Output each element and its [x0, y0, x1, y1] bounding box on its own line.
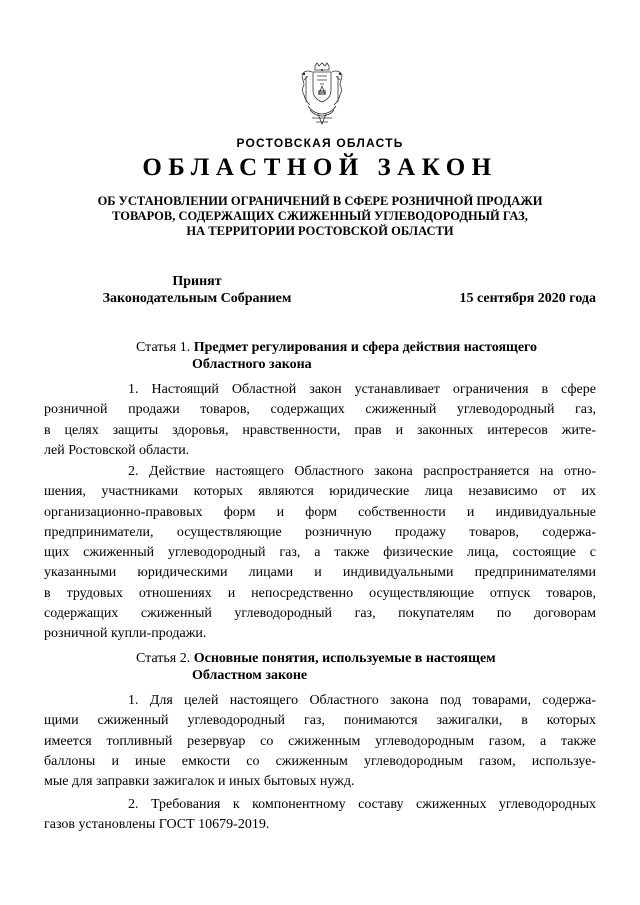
- law-subtitle: [60, 194, 580, 239]
- article-label: Статья 2.: [136, 651, 191, 666]
- paragraph-line: 2. Действие настоящего Областного закона распространяется на отно-: [128, 464, 596, 479]
- article-label: Статья 1.: [136, 340, 191, 355]
- subtitle-line: ТОВАРОВ, СОДЕРЖАЩИХ СЖИЖЕННЫЙ УГЛЕВОДОРОДНЫЙ ГАЗ,: [112, 209, 528, 223]
- region-name: РОСТОВСКАЯ ОБЛАСТЬ: [236, 136, 404, 150]
- adopted-line: Принят: [172, 274, 222, 289]
- paragraph-line: газов установлены ГОСТ 10679-2019.: [44, 817, 270, 833]
- coat-of-arms-icon: [298, 62, 346, 128]
- subtitle-line: НА ТЕРРИТОРИИ РОСТОВСКОЙ ОБЛАСТИ: [186, 224, 454, 238]
- article-title-continued: Областного закона: [192, 357, 312, 372]
- paragraph-line: предприниматели, осуществляющие розничную продажу товаров, содержа-: [44, 524, 596, 540]
- article-heading: [136, 650, 596, 684]
- paragraph-line: содержащих сжиженный углеводородный газ, покупателям по договорам: [44, 606, 596, 622]
- article-heading: [136, 339, 596, 373]
- paragraph: [44, 380, 596, 461]
- paragraph-line: в целях защиты здоровья, нравственности, прав и законных интересов жите-: [44, 422, 596, 438]
- paragraph-line: в трудовых отношениях и непосредственно осуществляющие отпуск товаров,: [44, 585, 596, 601]
- paragraph-line: 1. Настоящий Областной закон устанавливает ограничения в сфере: [128, 382, 596, 397]
- paragraph: [44, 795, 596, 836]
- paragraph-line: розничной купли-продажи.: [44, 626, 207, 642]
- law-title: ОБЛАСТНОЙ ЗАКОН: [142, 154, 498, 181]
- paragraph-line: мые для заправки зажигалок и иных бытовых нужд.: [44, 774, 355, 790]
- paragraph-line: лей Ростовской области.: [44, 442, 190, 458]
- article-title: Предмет регулирования и сфера действия настоящего: [193, 340, 538, 355]
- adopted-date: 15 сентября 2020 года: [459, 291, 596, 306]
- paragraph-line: щими сжиженный углеводородный газ, понимаются зажигалки, в которых: [44, 713, 596, 729]
- paragraph-line: организационно-правовых форм и форм собственности и индивидуальные: [44, 504, 596, 520]
- adopted-label: [92, 273, 302, 307]
- paragraph-line: шения, участниками которых являются юридические лица независимо от их: [44, 484, 596, 500]
- paragraph: [44, 462, 596, 645]
- paragraph-line: щих сжиженный углеводородный газ, а также физические лица, состоящие с: [44, 545, 596, 561]
- adopted-line: Законодательным Собранием: [102, 291, 292, 306]
- paragraph-line: имеется топливный резервуар со сжиженным углеводородным газом, а также: [44, 733, 596, 749]
- subtitle-line: ОБ УСТАНОВЛЕНИИ ОГРАНИЧЕНИЙ В СФЕРЕ РОЗНИЧНОЙ ПРОДАЖИ: [97, 194, 543, 208]
- paragraph-line: 1. Для целей настоящего Областного закона под товарами, содержа-: [128, 693, 596, 708]
- article-title-continued: Областном законе: [192, 668, 308, 683]
- paragraph-line: розничной продажи товаров, содержащих сжиженный углеводородный газ,: [44, 402, 596, 418]
- paragraph-line: баллоны и иные емкости со сжиженным углеводородным газом, используе-: [44, 753, 596, 769]
- paragraph: [44, 691, 596, 792]
- paragraph-line: 2. Требования к компонентному составу сжиженных углеводородных: [128, 797, 596, 812]
- article-title: Основные понятия, используемые в настоящем: [193, 651, 496, 666]
- paragraph-line: указанными юридическими лицами и индивидуальными предпринимателями: [44, 565, 596, 581]
